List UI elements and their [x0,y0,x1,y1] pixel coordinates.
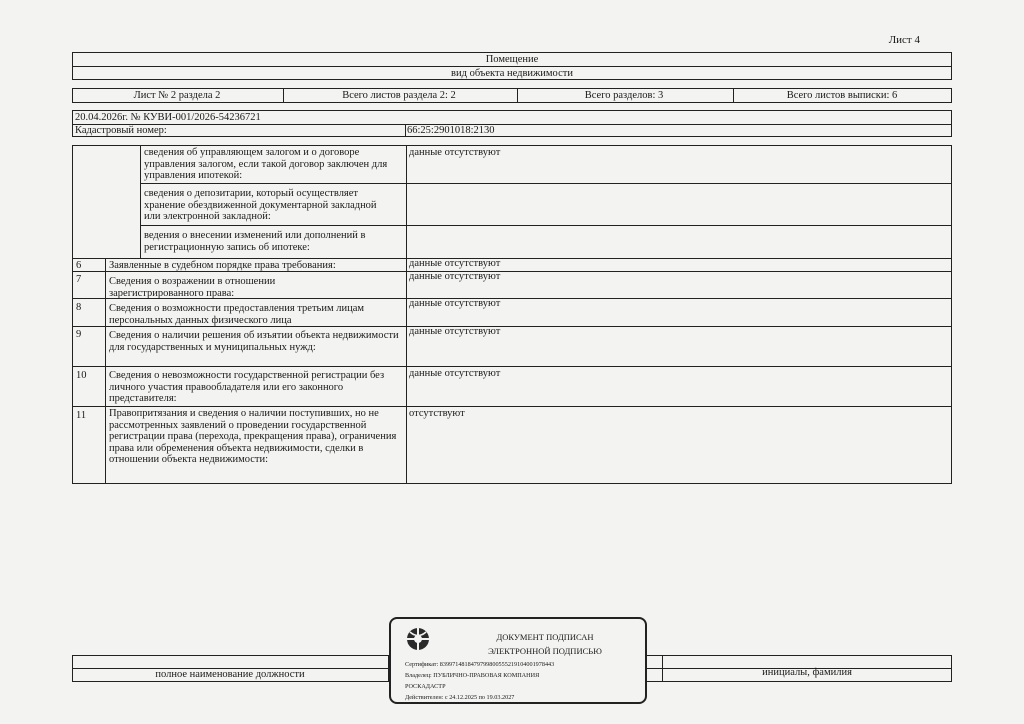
stamp-certificate: Сертификат: 8399714818479799800555219104001978443 [405,661,555,668]
extract-sheets-total: Всего листов выписки: 6 [786,90,898,101]
row-7-value: данные отсутствуют [409,271,501,282]
object-kind: вид объекта недвижимости [451,68,573,79]
row-11-text: Правопритязания и сведения о наличии поступивших, но не рассмотренных заявлений о проведении государственной регистрации права (перехода, прекращения права), ограничения права или обременения объекта недвижимости, сделки в отношении объекта недвижимости: [109,408,397,465]
cadastral-label: Кадастровый номер: [75,125,167,136]
row-7-number: 7 [76,274,82,285]
row-8-text: Сведения о возможности предоставления третьим лицам персональных данных физического лица [109,303,365,326]
sub-row-pledge-manager-value: данные отсутствуют [409,147,501,158]
row-9-number: 9 [76,329,82,340]
row-8-number: 8 [76,302,82,313]
stamp-owner-line2: РОСКАДАСТР [405,683,446,690]
sheet-number: Лист 4 [888,34,920,46]
sub-row-depositary: сведения о депозитарии, который осуществляет хранение обездвиженной документарной закладной или электронной закладной: [144,188,377,222]
row-9-value: данные отсутствуют [409,326,501,337]
section-sheets-total: Всего листов раздела 2: 2 [342,90,456,101]
sheet-section: Лист № 2 раздела 2 [133,90,221,101]
position-label: полное наименование должности [155,669,305,680]
row-6-value: данные отсутствуют [409,258,501,269]
row-6-number: 6 [76,260,82,271]
row-10-number: 10 [76,370,87,381]
electronic-signature-stamp [389,617,647,704]
sub-row-changes: ведения о внесении изменений или дополнений в регистрационную запись об ипотеке: [144,230,366,253]
cadastral-value: 66:25:2901018:2130 [407,125,495,136]
row-10-text: Сведения о невозможности государственной регистрации без личного участия правообладателя или его законного представителя: [109,370,385,404]
document-reference: 20.04.2026г. № КУВИ-001/2026-54236721 [75,112,261,123]
row-6-text: Заявленные в судебном порядке права требования: [109,260,336,271]
stamp-title-line2: ЭЛЕКТРОННОЙ ПОДПИСЬЮ [488,646,602,656]
stamp-owner-line1: Владелец: ПУБЛИЧНО-ПРАВОВАЯ КОМПАНИЯ [405,672,540,679]
roskadastr-logo-icon [405,626,431,652]
row-11-number: 11 [76,410,87,421]
sections-total: Всего разделов: 3 [584,90,664,101]
stamp-title-line1: ДОКУМЕНТ ПОДПИСАН [496,632,594,642]
name-label: инициалы, фамилия [762,667,852,678]
stamp-validity: Действителен: с 24.12.2025 по 19.03.2027 [405,694,515,701]
object-type: Помещение [485,54,539,65]
row-11-value: отсутствуют [409,408,465,419]
sub-row-pledge-manager: сведения об управляющем залогом и о договоре управления залогом, если такой договор заключен для управления ипотекой: [144,147,388,181]
row-8-value: данные отсутствуют [409,298,501,309]
row-9-text: Сведения о наличии решения об изъятии объекта недвижимости для государственных и муниципальных нужд: [109,330,399,353]
row-7-text: Сведения о возражении в отношении зарегистрированного права: [109,276,276,299]
row-10-value: данные отсутствуют [409,368,501,379]
